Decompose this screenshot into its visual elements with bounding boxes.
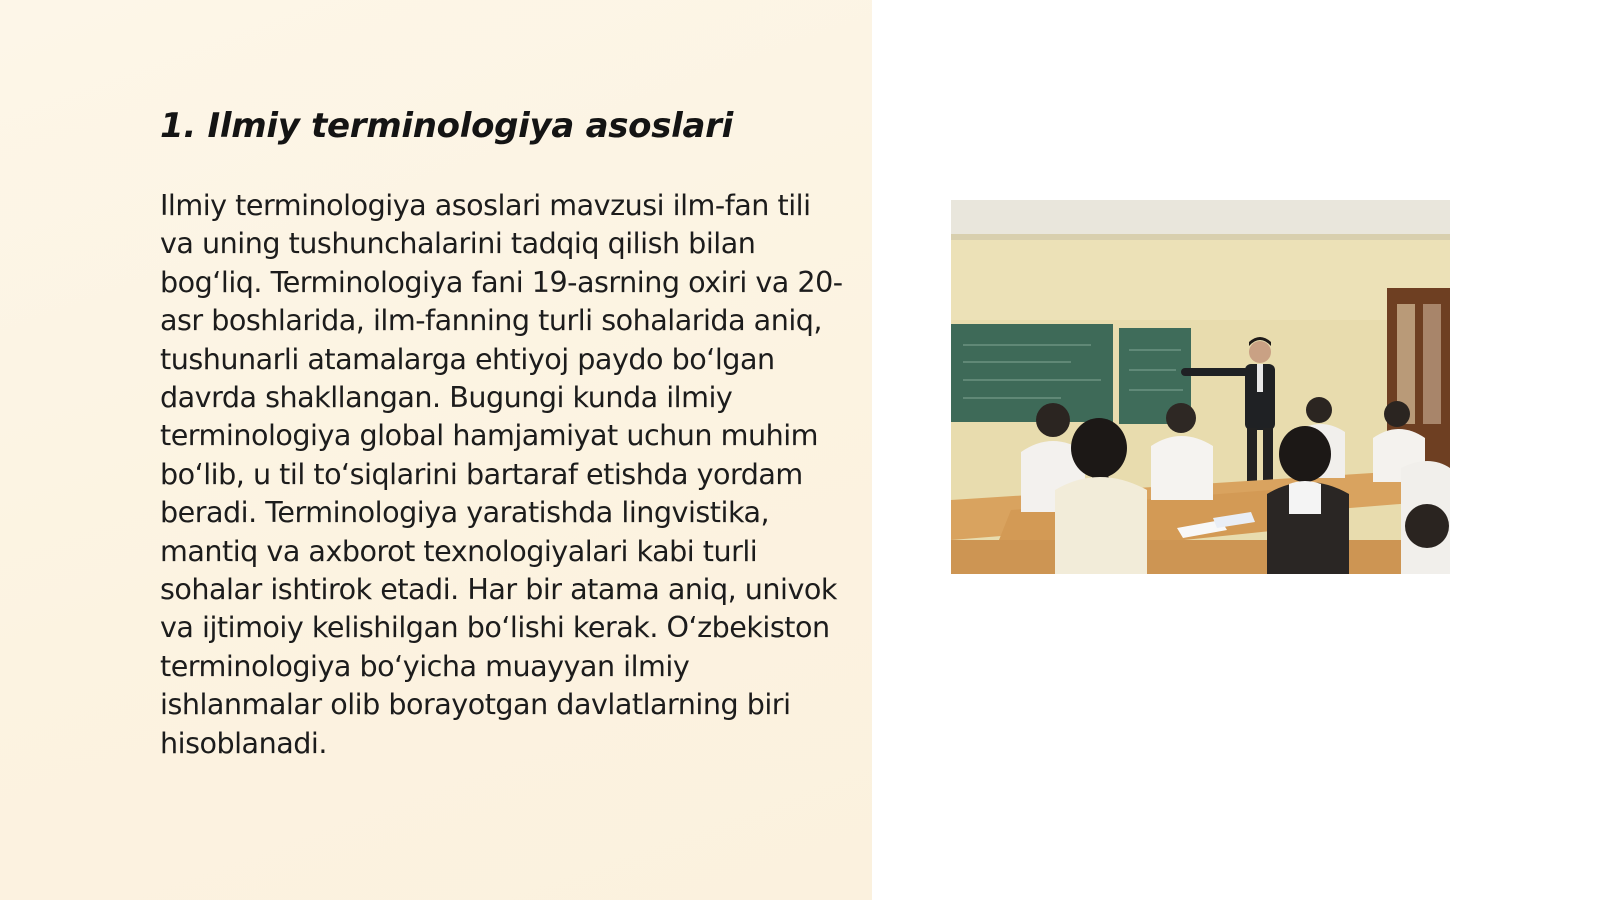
- slide-title: 1. Ilmiy terminologiya asoslari: [160, 106, 733, 146]
- classroom-illustration: [951, 200, 1450, 574]
- classroom-photo: [951, 200, 1450, 574]
- blackboard-left: [951, 324, 1113, 422]
- slide-body-text: Ilmiy terminologiya asoslari mavzusi ilm-fan tili va uning tushunchalarini tadqiq qilish bilan bog‘liq. Terminologiya fani 19-asrning oxiri va 20-asr boshlarida, ilm-fanning turli sohalarida aniq, tushunarli atamalarga ehtiyoj paydo bo‘lgan davrda shakllangan. Bugungi kunda ilmiy terminologiya global hamjamiyat uchun muhim bo‘lib, u til to‘siqlarini bartaraf etishda yordam beradi. Terminologiya yaratishda lingvistika, mantiq va axborot texnologiyalari kabi turli sohalar ishtirok etadi. Har bir atama aniq, univok va ijtimoiy kelishilgan bo‘lishi kerak. O‘zbekiston terminologiya bo‘yicha muayyan ilmiy ishlanmalar olib borayotgan davlatlarning biri hisoblanadi.: [160, 188, 843, 760]
